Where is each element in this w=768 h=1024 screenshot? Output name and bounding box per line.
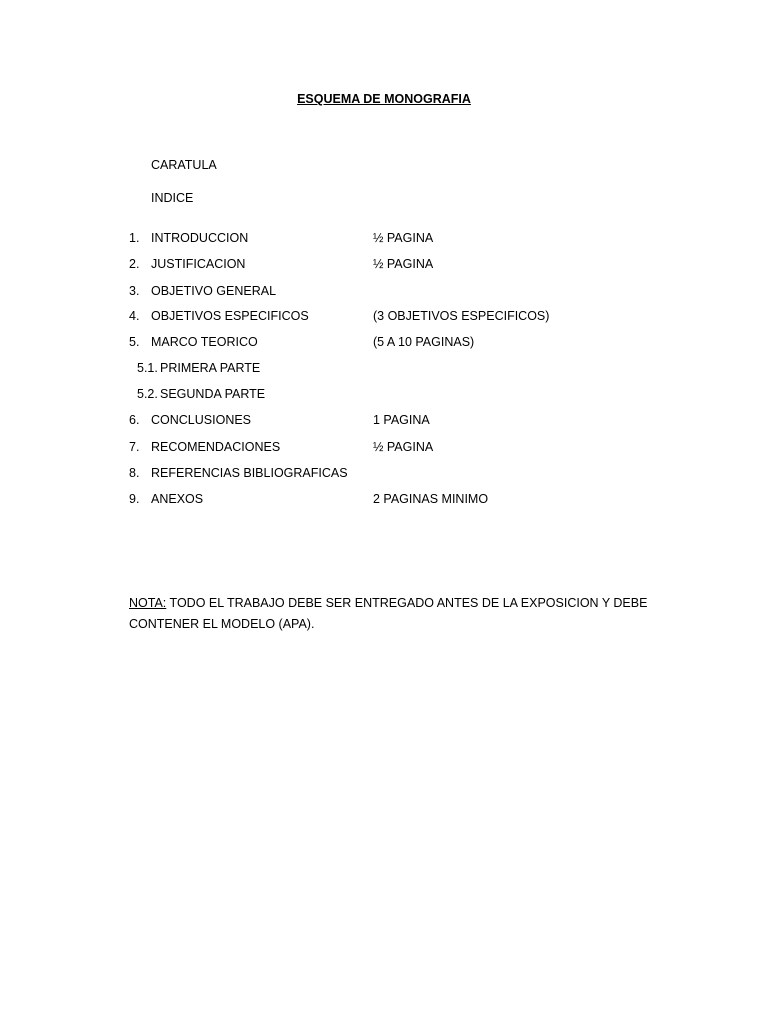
item-value: (5 A 10 PAGINAS) <box>373 335 475 349</box>
item-label: REFERENCIAS BIBLIOGRAFICAS <box>151 466 348 480</box>
item-number: 9. <box>129 492 140 506</box>
item-label: OBJETIVO GENERAL <box>151 284 277 298</box>
note-label: NOTA: <box>129 596 167 610</box>
item-label: CONCLUSIONES <box>151 413 252 427</box>
item-label: INTRODUCCION <box>151 231 249 245</box>
list-item <box>0 359 768 377</box>
list-item <box>0 464 768 482</box>
list-item <box>0 333 768 351</box>
item-number: 1. <box>129 231 140 245</box>
list-item <box>0 438 768 456</box>
preliminary-item-indice: INDICE <box>151 191 194 205</box>
list-item <box>0 229 768 247</box>
item-value: 2 PAGINAS MINIMO <box>373 492 489 506</box>
list-item <box>0 490 768 508</box>
preliminary-item-caratula: CARATULA <box>151 158 217 172</box>
list-item <box>0 385 768 403</box>
list-item <box>0 307 768 325</box>
note-text: TODO EL TRABAJO DEBE SER ENTREGADO ANTES DE LA EXPOSICION Y DEBE CONTENER EL MODELO (APA). <box>129 596 648 631</box>
item-label: RECOMENDACIONES <box>151 440 281 454</box>
item-number: 5.2. <box>137 387 158 401</box>
item-number: 3. <box>129 284 140 298</box>
item-label: PRIMERA PARTE <box>160 361 261 375</box>
note-paragraph <box>129 593 669 635</box>
item-label: OBJETIVOS ESPECIFICOS <box>151 309 309 323</box>
item-number: 5.1. <box>137 361 158 375</box>
item-number: 6. <box>129 413 140 427</box>
item-label: SEGUNDA PARTE <box>160 387 266 401</box>
item-number: 2. <box>129 257 140 271</box>
list-item <box>0 255 768 273</box>
item-label: JUSTIFICACION <box>151 257 246 271</box>
item-label: MARCO TEORICO <box>151 335 258 349</box>
item-value: ½ PAGINA <box>373 440 434 454</box>
item-value: ½ PAGINA <box>373 231 434 245</box>
item-value: (3 OBJETIVOS ESPECIFICOS) <box>373 309 550 323</box>
item-value: 1 PAGINA <box>373 413 430 427</box>
item-number: 7. <box>129 440 140 454</box>
list-item <box>0 411 768 429</box>
list-item <box>0 282 768 300</box>
item-value: ½ PAGINA <box>373 257 434 271</box>
item-number: 4. <box>129 309 140 323</box>
document-title: ESQUEMA DE MONOGRAFIA <box>297 92 471 106</box>
item-label: ANEXOS <box>151 492 204 506</box>
item-number: 8. <box>129 466 140 480</box>
item-number: 5. <box>129 335 140 349</box>
